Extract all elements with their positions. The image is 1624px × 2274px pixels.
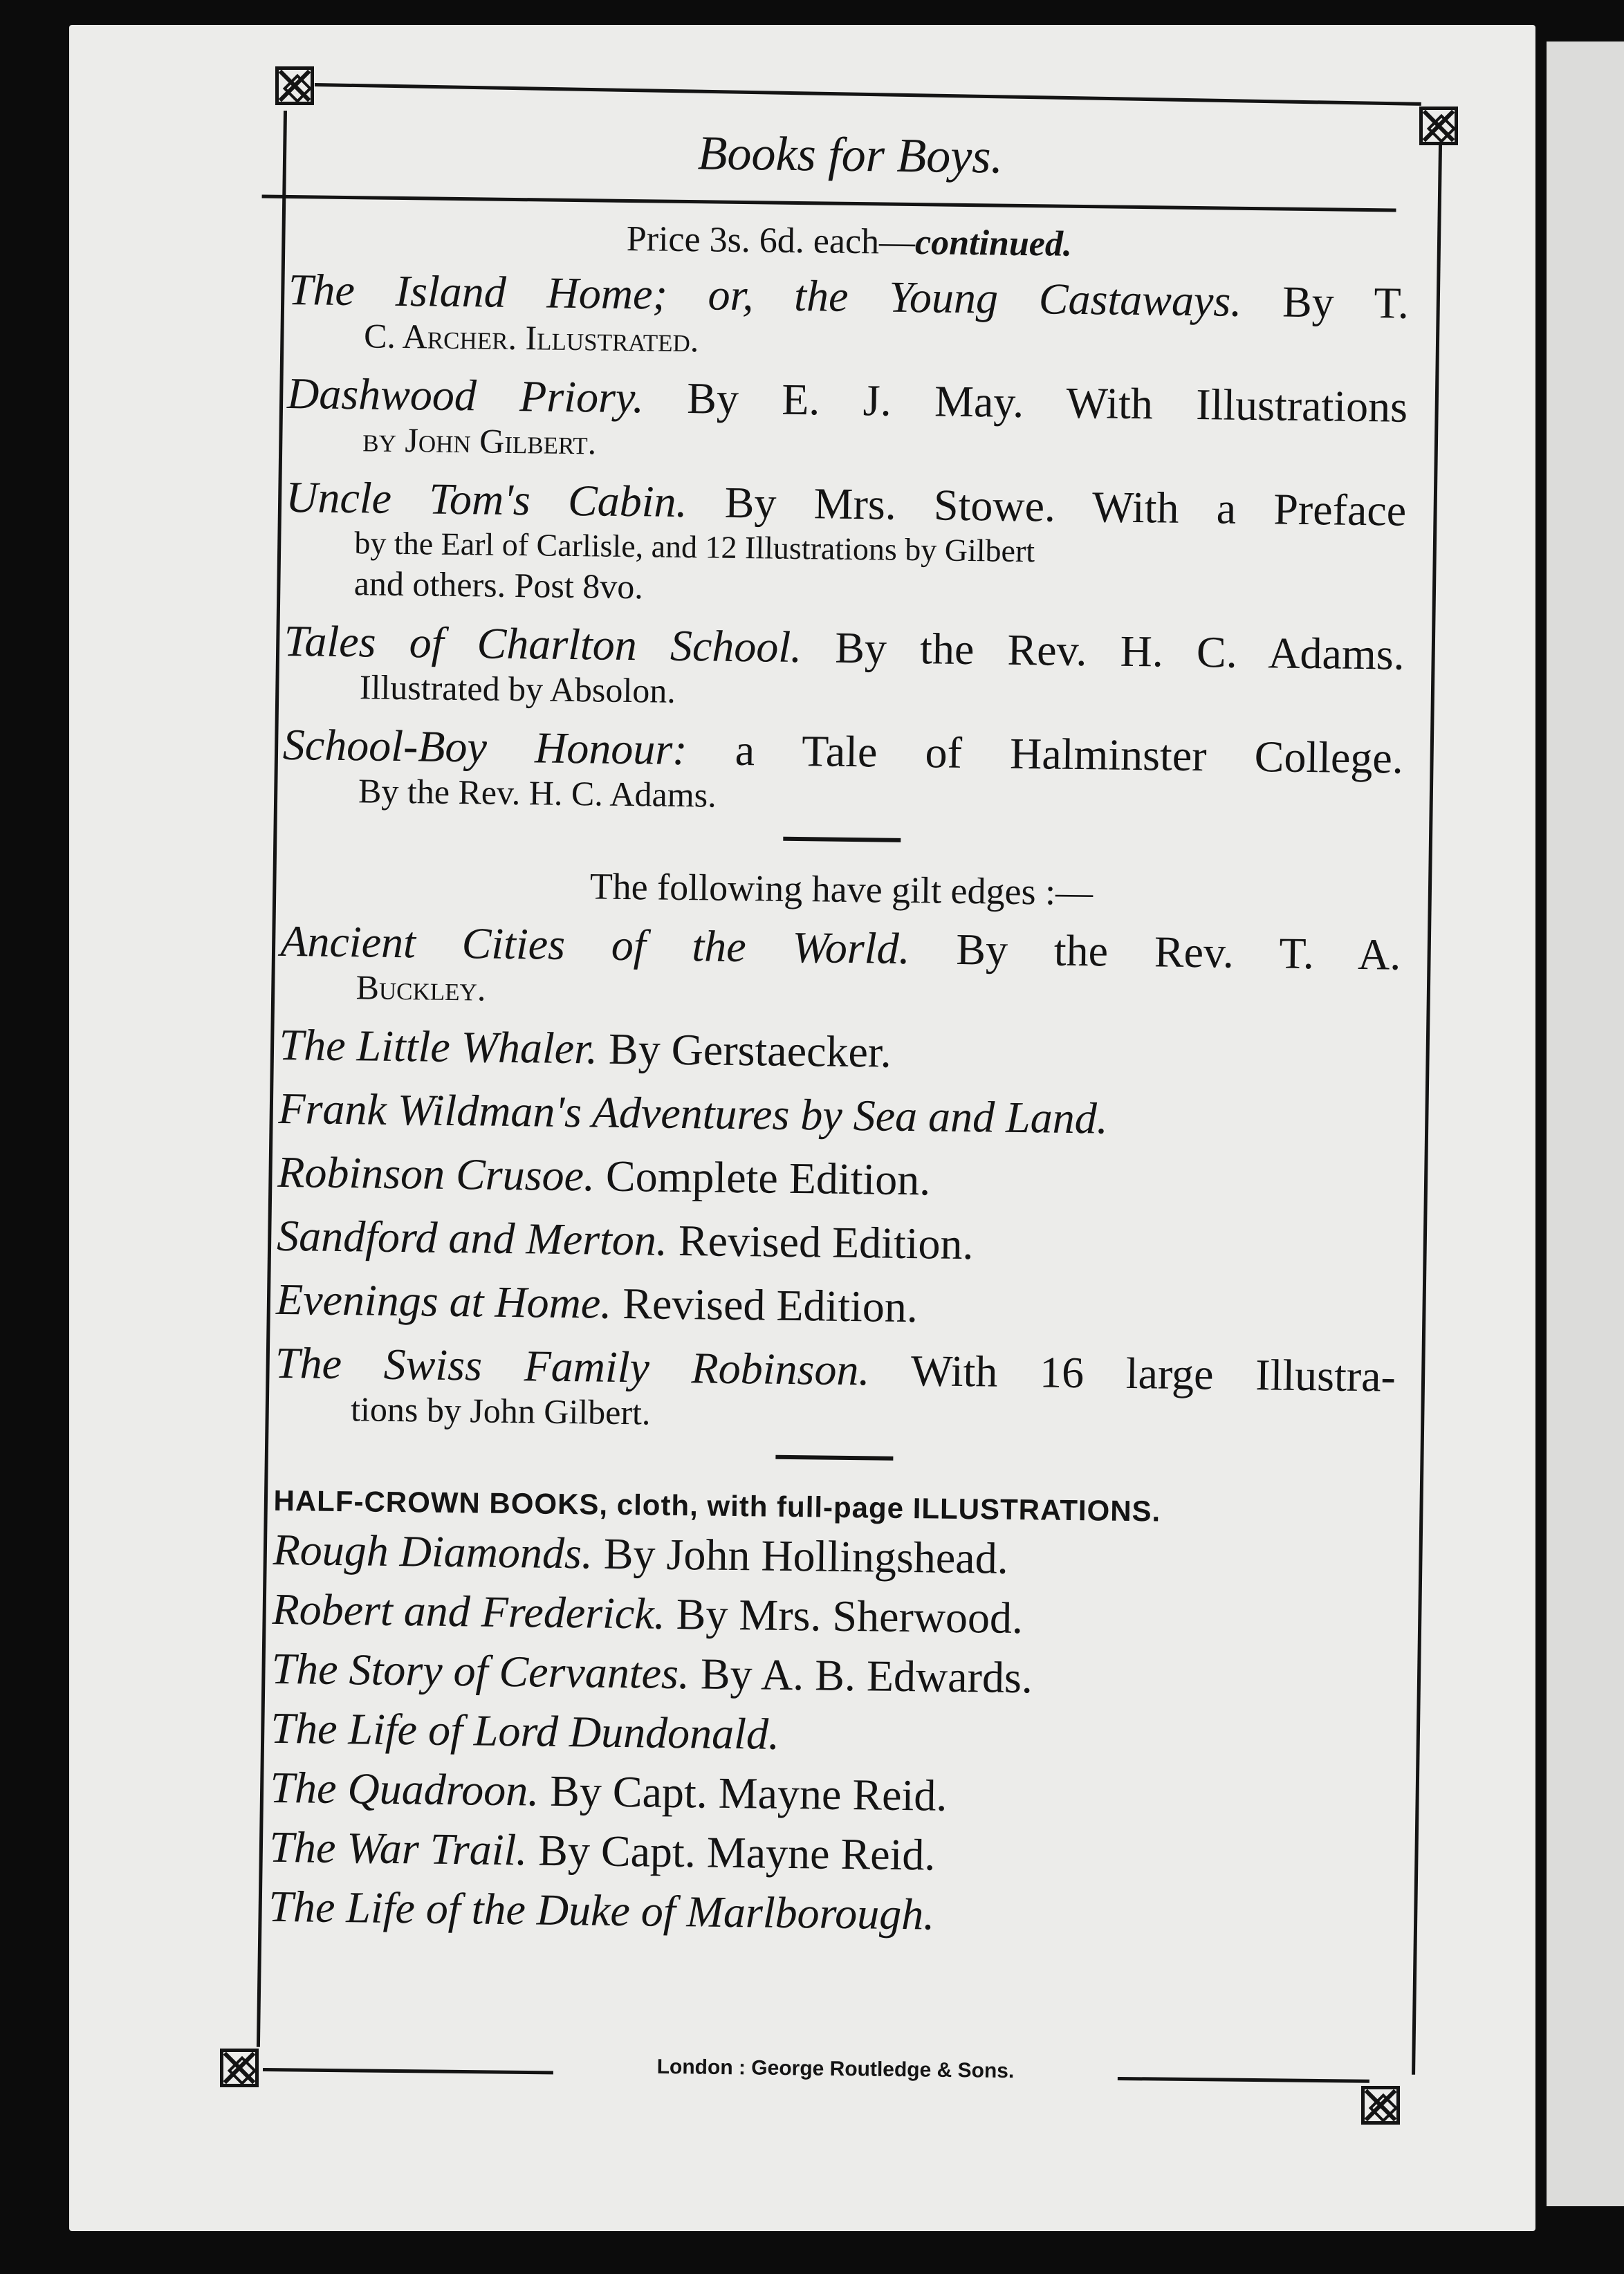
gilt-edges-heading: The following have gilt edges :— [589,865,1094,914]
list-item: Tales of Charlton School. By the Rev. H. C. Adams. Illustrated by Absolon. [284,616,1405,710]
section-divider [783,837,901,842]
list-item: The Life of the Duke of Marlborough. [268,1881,935,1939]
title-rule [262,195,1396,212]
list-item: Robert and Frederick. By Mrs. Sherwood. [272,1584,1024,1643]
page-title: Books for Boys. [697,127,1004,184]
list-item: Ancient Cities of the World. By the Rev. T. A. Buckley. [280,916,1401,1008]
facing-page-edge [1547,41,1624,2206]
section-divider [775,1455,893,1461]
half-crown-heading: HALF-CROWN BOOKS, cloth, with full-page ILLUSTRATIONS. [273,1483,1161,1528]
list-item: The Island Home; or, the Young Castaways. By T. C. Archer. Illustrated. [288,264,1410,360]
list-item: Rough Diamonds. By John Hollingshead. [273,1524,1009,1583]
list-item: School-Boy Honour: a Tale of Halminster College. By the Rev. H. C. Adams. [282,719,1404,815]
list-item: Evenings at Home. Revised Edition. [275,1274,919,1332]
section-half-crown-list [268,1525,1394,1945]
corner-ornament-top-left [275,66,314,105]
list-item: Dashwood Priory. By E. J. May. With Illustrations by John Gilbert. [286,368,1408,462]
publisher-footer: London : George Routledge & Sons. [553,2054,1118,2084]
list-item: The Quadroon. By Capt. Mayne Reid. [270,1762,948,1820]
list-item: The Life of Lord Dundonald. [270,1703,780,1759]
price-line: Price 3s. 6d. each—continued. [626,219,1073,264]
list-item: The Swiss Family Robinson. With 16 large Illustra- tions by John Gilbert. [275,1338,1396,1432]
list-item: Frank Wildman's Adventures by Sea and Land. [278,1083,1109,1143]
list-item: Robinson Crusoe. Complete Edition. [277,1147,931,1205]
list-item: The Little Whaler. By Gerstaecker. [279,1019,892,1077]
list-item: The War Trail. By Capt. Mayne Reid. [269,1822,936,1880]
corner-ornament-bottom-right [1361,2086,1400,2125]
catalogue-content [268,118,1411,1955]
corner-ornament-top-right [1419,107,1458,145]
list-item: Uncle Tom's Cabin. By Mrs. Stowe. With a Preface by the Earl of Carlisle, and 12 Illustrations by Gilbert and others. Post 8vo. [285,472,1407,607]
price-continued: continued. [914,223,1073,264]
list-item: The Story of Cervantes. By A. B. Edwards. [271,1643,1033,1703]
section-gilt-list [275,916,1401,1442]
corner-ornament-bottom-left [220,2049,259,2087]
list-item: Sandford and Merton. Revised Edition. [276,1210,974,1269]
section-3s6d-list [282,265,1410,824]
